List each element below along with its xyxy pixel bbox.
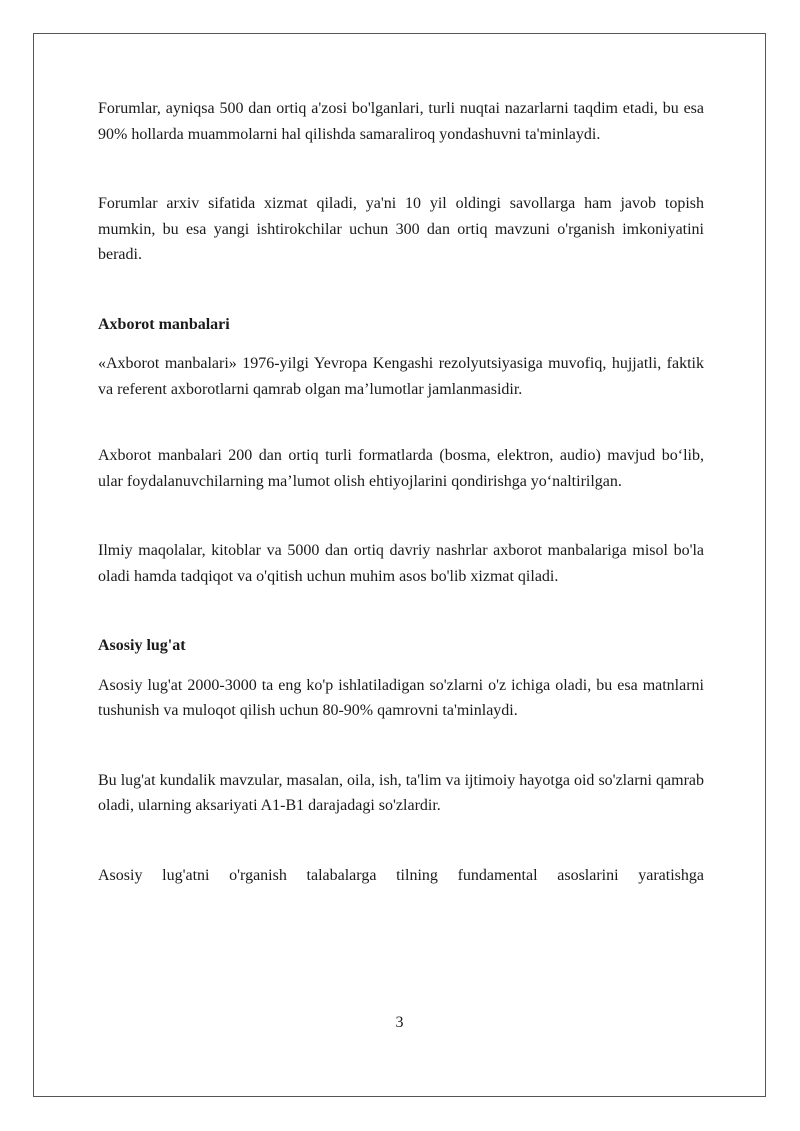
heading-asosiy-lugat: Asosiy lug'at	[98, 637, 186, 654]
paragraph-lugat-definition: Asosiy lug'at 2000-3000 ta eng ko'p ishlatiladigan so'zlarni o'z ichiga oladi, bu esa matnlarni tushunish va muloqot qilish uchun 80-90% qamrovni ta'minlaydi.	[98, 676, 704, 719]
document-page	[33, 33, 766, 1097]
page-content	[98, 96, 704, 888]
paragraph-axborot-definition: «Axborot manbalari» 1976-yilgi Yevropa Kengashi rezolyutsiyasiga muvofiq, hujjatli, faktik va referent axborotlarni qamrab olgan ma’lumotlar jamlanmasidir.	[98, 355, 704, 398]
heading-axborot-manbalari: Axborot manbalari	[98, 315, 230, 333]
paragraph-forums-archive: Forumlar arxiv sifatida xizmat qiladi, ya'ni 10 yil oldingi savollarga ham javob topish mumkin, bu esa yangi ishtirokchilar uchun 300 dan ortiq mavzuni o'rganish imkoniyatini beradi.	[98, 195, 704, 263]
paragraph-axborot-examples: Ilmiy maqolalar, kitoblar va 5000 dan ortiq davriy nashrlar axborot manbalariga misol bo'la oladi hamda tadqiqot va o'qitish uchun muhim asos bo'lib xizmat qiladi.	[98, 542, 704, 585]
page-number: 3	[395, 1014, 404, 1031]
paragraph-lugat-topics: Bu lug'at kundalik mavzular, masalan, oila, ish, ta'lim va ijtimoiy hayotga oid so'zlarni qamrab oladi, ularning aksariyati A1-B1 darajadagi so'zlardir.	[98, 771, 704, 814]
paragraph-lugat-learning: Asosiy lug'atni o'rganish talabalarga tilning fundamental asoslarini yaratishga	[98, 866, 704, 884]
paragraph-axborot-formats: Axborot manbalari 200 dan ortiq turli formatlarda (bosma, elektron, audio) mavjud bo‘lib, ular foydalanuvchilarning ma’lumot olish ehtiyojlarini qondirishga yo‘naltirilgan.	[98, 447, 704, 490]
paragraph-forums-viewpoints: Forumlar, ayniqsa 500 dan ortiq a'zosi bo'lganlari, turli nuqtai nazarlarni taqdim etadi, bu esa 90% hollarda muammolarni hal qilishda samaraliroq yondashuvni ta'minlaydi.	[98, 100, 704, 143]
